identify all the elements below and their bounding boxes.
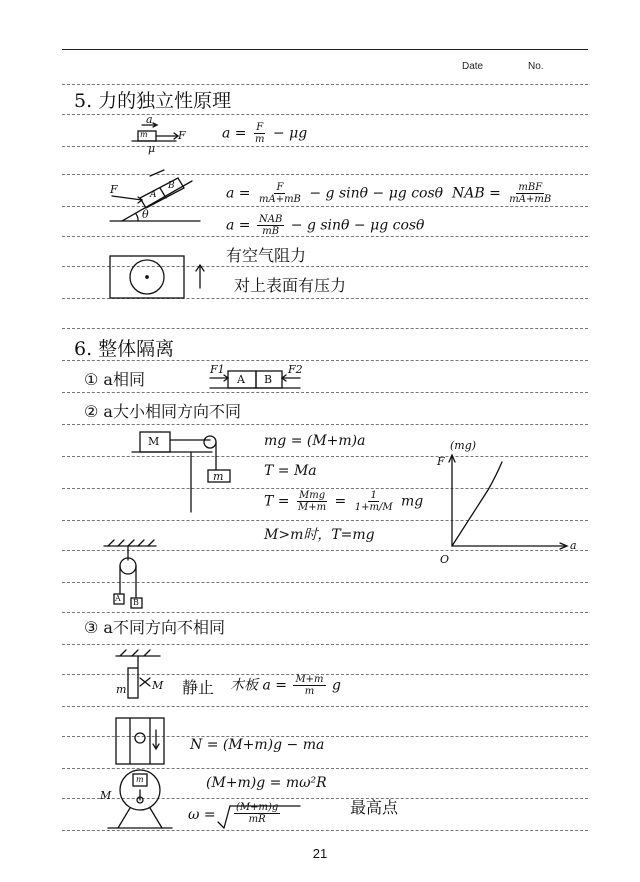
label-A-incline: A	[150, 190, 157, 200]
motor-m-label: m	[136, 775, 144, 784]
hanging-M-label: M	[152, 679, 164, 692]
hanging-m-label: m	[116, 683, 127, 696]
pulley-block-A: A	[115, 594, 121, 603]
block-A-label: A	[237, 373, 245, 386]
eq-incline-a: a = $\frac{F}{mA+mB}$ − g sinθ − μg cosθ	[226, 182, 444, 205]
block-on-floor-sketch	[132, 123, 178, 141]
block-m-label: m	[213, 470, 224, 483]
eq-block-floor: a = $\frac{F}{m}$ − μg	[222, 122, 308, 145]
case2-label: ② a大小相同方向不同	[84, 402, 241, 421]
case3-label: ③ a不同方向不相同	[84, 618, 225, 637]
elevator-sketch	[116, 718, 164, 764]
note-air-resistance: 有空气阻力	[226, 246, 307, 265]
label-F2: F2	[288, 363, 303, 376]
graph-y-label: F	[437, 455, 445, 468]
eq-omega-lhs: ω =	[188, 807, 216, 823]
hanging-pulley-sketch	[104, 540, 156, 608]
static-note: 静止	[182, 678, 215, 697]
date-label: Date	[462, 61, 484, 72]
case1-label: ① a相同	[84, 370, 145, 389]
eq-T: T = Ma	[264, 463, 317, 479]
label-theta: θ	[142, 208, 149, 221]
eq-incline-a2: a = $\frac{\text{NAB}}{mB}$ − g sinθ − μg cosθ	[226, 214, 425, 237]
pulley-block-B: B	[133, 598, 139, 607]
eq-T2: T = $\frac{\text{Mmg}}{M+m}$ = $\frac{1}{1+m/M}$ mg	[264, 490, 424, 513]
force-graph	[449, 455, 567, 549]
top-point-note: 最高点	[350, 798, 399, 817]
motor-M-label: M	[100, 789, 112, 802]
label-F1: F1	[210, 363, 225, 376]
eq-circular: (M+m)g = mω²R	[206, 775, 327, 791]
page-number: 21	[312, 846, 328, 861]
eq-nab: NAB = $\frac{\text{mBF}}{mA+mB}$	[452, 182, 552, 205]
block-B-label: B	[264, 373, 273, 386]
block-M-label: M	[148, 435, 160, 448]
eq-N: N = (M+m)g − ma	[190, 737, 325, 753]
label-B-incline: B	[168, 181, 175, 191]
graph-x-label: a	[570, 539, 577, 552]
label-a: a	[146, 113, 153, 126]
section6-title: 6. 整体隔离	[74, 338, 175, 360]
graph-origin: O	[440, 553, 450, 566]
box-with-ball-sketch	[110, 256, 204, 298]
label-m: m	[140, 130, 148, 139]
section5-title: 5. 力的独立性原理	[74, 90, 232, 112]
no-label: No.	[528, 61, 544, 72]
label-F-incline: F	[110, 183, 118, 196]
graph-y-unit: (mg)	[450, 439, 477, 452]
note-pressure: 对上表面有压力	[234, 276, 347, 295]
eq-condition: M>m时，T=mg	[264, 527, 375, 543]
label-mu: μ	[148, 142, 156, 155]
eq-board: 木板 a = $\frac{M+m}{m}$ g	[230, 674, 341, 697]
label-F: F	[178, 129, 186, 142]
eq-omega: $\frac{(M+m)g}{mR}$	[236, 802, 279, 825]
eq-mg: mg = (M+m)a	[264, 433, 366, 449]
